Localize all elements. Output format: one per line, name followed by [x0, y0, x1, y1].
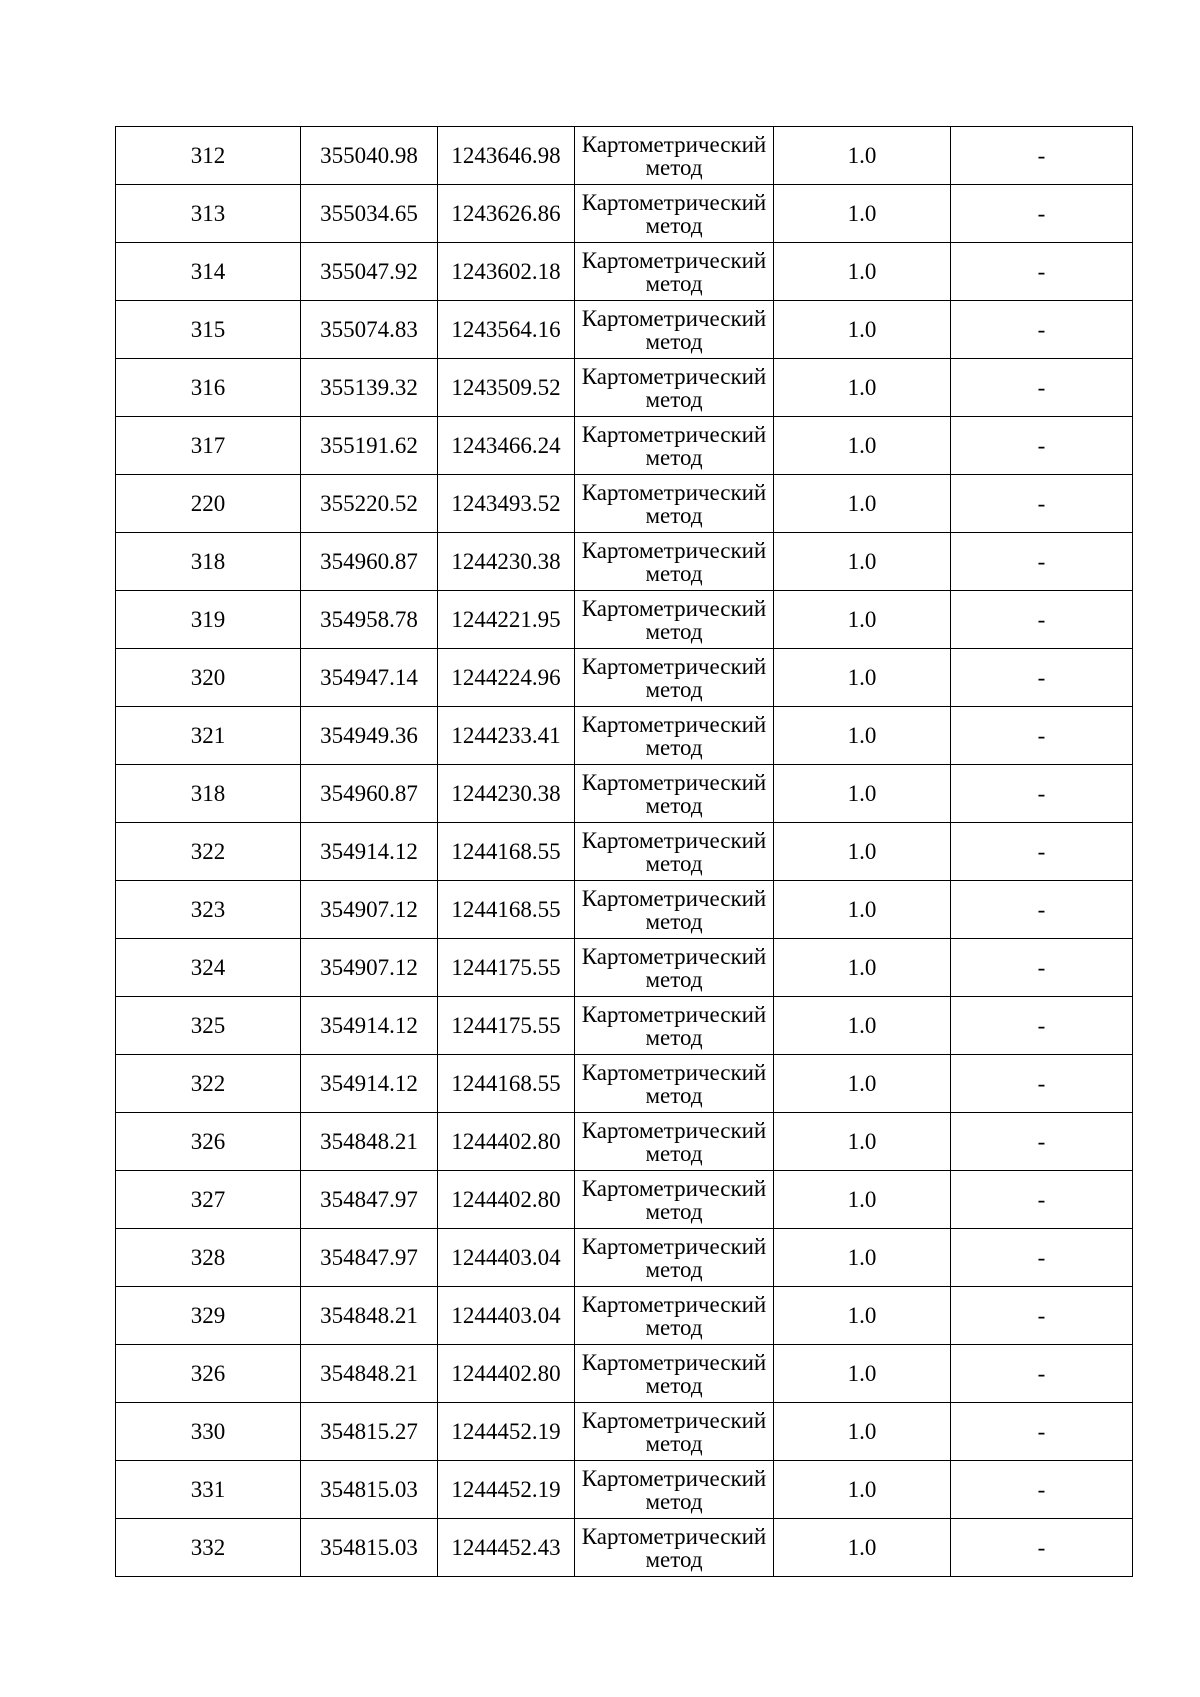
method-line-1: Картометрический [581, 421, 767, 447]
y-coordinate-cell: 1243509.52 [438, 359, 575, 417]
method-line-2: метод [645, 328, 703, 354]
method-line-2: метод [645, 1546, 703, 1572]
table-row [116, 591, 1133, 649]
method-line-2: метод [645, 1430, 703, 1456]
y-coordinate-cell: 1244168.55 [438, 881, 575, 939]
point-number-cell: 314 [116, 243, 301, 301]
method-line-2: метод [645, 502, 703, 528]
method-line-2: метод [645, 1024, 703, 1050]
table-row [116, 301, 1133, 359]
table-row [116, 881, 1133, 939]
point-number-cell: 320 [116, 649, 301, 707]
point-number-cell: 318 [116, 533, 301, 591]
method-line-2: метод [645, 792, 703, 818]
method-cell [575, 1113, 774, 1171]
method-line-1: Картометрический [581, 827, 767, 853]
method-cell [575, 185, 774, 243]
method-line-2: метод [645, 1314, 703, 1340]
method-line-2: метод [645, 1372, 703, 1398]
point-number-cell: 220 [116, 475, 301, 533]
method-cell [575, 997, 774, 1055]
table-row [116, 127, 1133, 185]
method-line-1: Картометрический [581, 189, 767, 215]
accuracy-cell: 1.0 [774, 243, 951, 301]
point-number-cell: 326 [116, 1345, 301, 1403]
method-cell [575, 1461, 774, 1519]
point-number-cell: 332 [116, 1519, 301, 1577]
method-line-2: метод [645, 1488, 703, 1514]
method-cell [575, 649, 774, 707]
note-cell: - [951, 185, 1133, 243]
y-coordinate-cell: 1244403.04 [438, 1229, 575, 1287]
y-coordinate-cell: 1244230.38 [438, 765, 575, 823]
accuracy-cell: 1.0 [774, 939, 951, 997]
point-number-cell: 331 [116, 1461, 301, 1519]
point-number-cell: 313 [116, 185, 301, 243]
y-coordinate-cell: 1244168.55 [438, 823, 575, 881]
accuracy-cell: 1.0 [774, 1403, 951, 1461]
method-cell [575, 1345, 774, 1403]
table-row [116, 1519, 1133, 1577]
note-cell: - [951, 591, 1133, 649]
x-coordinate-cell: 354815.03 [301, 1461, 438, 1519]
table-row [116, 765, 1133, 823]
y-coordinate-cell: 1243602.18 [438, 243, 575, 301]
point-number-cell: 330 [116, 1403, 301, 1461]
x-coordinate-cell: 354848.21 [301, 1113, 438, 1171]
method-cell [575, 243, 774, 301]
point-number-cell: 326 [116, 1113, 301, 1171]
method-cell [575, 533, 774, 591]
point-number-cell: 327 [116, 1171, 301, 1229]
table-row [116, 939, 1133, 997]
method-line-1: Картометрический [581, 1175, 767, 1201]
accuracy-cell: 1.0 [774, 823, 951, 881]
method-cell [575, 591, 774, 649]
y-coordinate-cell: 1244452.19 [438, 1403, 575, 1461]
y-coordinate-cell: 1244230.38 [438, 533, 575, 591]
y-coordinate-cell: 1244403.04 [438, 1287, 575, 1345]
x-coordinate-cell: 354815.03 [301, 1519, 438, 1577]
method-line-2: метод [645, 908, 703, 934]
y-coordinate-cell: 1244175.55 [438, 997, 575, 1055]
method-line-1: Картометрический [581, 1523, 767, 1549]
point-number-cell: 329 [116, 1287, 301, 1345]
accuracy-cell: 1.0 [774, 1345, 951, 1403]
method-line-1: Картометрический [581, 131, 767, 157]
note-cell: - [951, 533, 1133, 591]
method-line-1: Картометрический [581, 943, 767, 969]
y-coordinate-cell: 1243646.98 [438, 127, 575, 185]
accuracy-cell: 1.0 [774, 533, 951, 591]
method-cell [575, 1171, 774, 1229]
x-coordinate-cell: 354914.12 [301, 1055, 438, 1113]
note-cell: - [951, 939, 1133, 997]
method-cell [575, 127, 774, 185]
accuracy-cell: 1.0 [774, 1229, 951, 1287]
x-coordinate-cell: 354847.97 [301, 1171, 438, 1229]
note-cell: - [951, 127, 1133, 185]
y-coordinate-cell: 1243626.86 [438, 185, 575, 243]
table-row [116, 185, 1133, 243]
method-line-1: Картометрический [581, 305, 767, 331]
x-coordinate-cell: 354848.21 [301, 1345, 438, 1403]
method-line-1: Картометрический [581, 363, 767, 389]
point-number-cell: 322 [116, 823, 301, 881]
x-coordinate-cell: 354848.21 [301, 1287, 438, 1345]
note-cell: - [951, 1519, 1133, 1577]
accuracy-cell: 1.0 [774, 881, 951, 939]
method-line-1: Картометрический [581, 479, 767, 505]
note-cell: - [951, 1055, 1133, 1113]
method-line-1: Картометрический [581, 537, 767, 563]
x-coordinate-cell: 354960.87 [301, 533, 438, 591]
note-cell: - [951, 707, 1133, 765]
note-cell: - [951, 1461, 1133, 1519]
table-row [116, 1113, 1133, 1171]
method-cell [575, 1403, 774, 1461]
coordinates-table-body [116, 127, 1133, 1577]
accuracy-cell: 1.0 [774, 127, 951, 185]
accuracy-cell: 1.0 [774, 1519, 951, 1577]
method-line-2: метод [645, 1140, 703, 1166]
method-line-1: Картометрический [581, 595, 767, 621]
method-cell [575, 939, 774, 997]
note-cell: - [951, 997, 1133, 1055]
table-row [116, 1287, 1133, 1345]
y-coordinate-cell: 1244402.80 [438, 1113, 575, 1171]
method-line-2: метод [645, 1082, 703, 1108]
method-cell [575, 823, 774, 881]
accuracy-cell: 1.0 [774, 1461, 951, 1519]
point-number-cell: 328 [116, 1229, 301, 1287]
method-line-2: метод [645, 270, 703, 296]
coordinates-table [115, 126, 1133, 1577]
x-coordinate-cell: 354949.36 [301, 707, 438, 765]
method-cell [575, 881, 774, 939]
method-cell [575, 1229, 774, 1287]
note-cell: - [951, 881, 1133, 939]
note-cell: - [951, 359, 1133, 417]
method-cell [575, 417, 774, 475]
note-cell: - [951, 1287, 1133, 1345]
x-coordinate-cell: 354907.12 [301, 881, 438, 939]
x-coordinate-cell: 355191.62 [301, 417, 438, 475]
table-row [116, 649, 1133, 707]
note-cell: - [951, 243, 1133, 301]
method-line-1: Картометрический [581, 769, 767, 795]
point-number-cell: 315 [116, 301, 301, 359]
point-number-cell: 319 [116, 591, 301, 649]
point-number-cell: 312 [116, 127, 301, 185]
note-cell: - [951, 1229, 1133, 1287]
accuracy-cell: 1.0 [774, 185, 951, 243]
accuracy-cell: 1.0 [774, 765, 951, 823]
table-row [116, 533, 1133, 591]
y-coordinate-cell: 1244452.43 [438, 1519, 575, 1577]
point-number-cell: 317 [116, 417, 301, 475]
x-coordinate-cell: 354847.97 [301, 1229, 438, 1287]
x-coordinate-cell: 355074.83 [301, 301, 438, 359]
method-line-2: метод [645, 444, 703, 470]
method-line-1: Картометрический [581, 711, 767, 737]
method-line-1: Картометрический [581, 1349, 767, 1375]
x-coordinate-cell: 354958.78 [301, 591, 438, 649]
x-coordinate-cell: 355034.65 [301, 185, 438, 243]
table-row [116, 1055, 1133, 1113]
method-cell [575, 765, 774, 823]
point-number-cell: 316 [116, 359, 301, 417]
y-coordinate-cell: 1244402.80 [438, 1345, 575, 1403]
x-coordinate-cell: 354907.12 [301, 939, 438, 997]
y-coordinate-cell: 1244168.55 [438, 1055, 575, 1113]
accuracy-cell: 1.0 [774, 707, 951, 765]
y-coordinate-cell: 1244224.96 [438, 649, 575, 707]
table-row [116, 707, 1133, 765]
y-coordinate-cell: 1243564.16 [438, 301, 575, 359]
note-cell: - [951, 1403, 1133, 1461]
method-line-2: метод [645, 618, 703, 644]
y-coordinate-cell: 1243493.52 [438, 475, 575, 533]
note-cell: - [951, 301, 1133, 359]
method-line-2: метод [645, 386, 703, 412]
y-coordinate-cell: 1244175.55 [438, 939, 575, 997]
table-row [116, 1345, 1133, 1403]
method-line-1: Картометрический [581, 885, 767, 911]
table-row [116, 1171, 1133, 1229]
method-line-1: Картометрический [581, 1059, 767, 1085]
method-line-2: метод [645, 560, 703, 586]
point-number-cell: 322 [116, 1055, 301, 1113]
method-line-1: Картометрический [581, 247, 767, 273]
method-line-1: Картометрический [581, 1407, 767, 1433]
table-row [116, 1461, 1133, 1519]
method-line-2: метод [645, 1256, 703, 1282]
table-row [116, 243, 1133, 301]
table-row [116, 1229, 1133, 1287]
accuracy-cell: 1.0 [774, 997, 951, 1055]
table-row [116, 1403, 1133, 1461]
method-cell [575, 475, 774, 533]
y-coordinate-cell: 1244233.41 [438, 707, 575, 765]
x-coordinate-cell: 354914.12 [301, 823, 438, 881]
method-line-2: метод [645, 850, 703, 876]
x-coordinate-cell: 355047.92 [301, 243, 438, 301]
method-cell [575, 1519, 774, 1577]
method-cell [575, 359, 774, 417]
x-coordinate-cell: 354914.12 [301, 997, 438, 1055]
table-row [116, 417, 1133, 475]
method-line-1: Картометрический [581, 653, 767, 679]
method-line-1: Картометрический [581, 1233, 767, 1259]
accuracy-cell: 1.0 [774, 359, 951, 417]
y-coordinate-cell: 1243466.24 [438, 417, 575, 475]
point-number-cell: 323 [116, 881, 301, 939]
accuracy-cell: 1.0 [774, 475, 951, 533]
method-line-1: Картометрический [581, 1465, 767, 1491]
note-cell: - [951, 417, 1133, 475]
accuracy-cell: 1.0 [774, 1113, 951, 1171]
method-line-2: метод [645, 154, 703, 180]
note-cell: - [951, 1113, 1133, 1171]
accuracy-cell: 1.0 [774, 1171, 951, 1229]
method-cell [575, 1055, 774, 1113]
method-cell [575, 1287, 774, 1345]
method-line-2: метод [645, 212, 703, 238]
accuracy-cell: 1.0 [774, 417, 951, 475]
point-number-cell: 324 [116, 939, 301, 997]
point-number-cell: 321 [116, 707, 301, 765]
accuracy-cell: 1.0 [774, 1287, 951, 1345]
method-line-1: Картометрический [581, 1117, 767, 1143]
note-cell: - [951, 823, 1133, 881]
y-coordinate-cell: 1244402.80 [438, 1171, 575, 1229]
method-line-1: Картометрический [581, 1291, 767, 1317]
note-cell: - [951, 765, 1133, 823]
accuracy-cell: 1.0 [774, 1055, 951, 1113]
x-coordinate-cell: 355139.32 [301, 359, 438, 417]
note-cell: - [951, 1171, 1133, 1229]
point-number-cell: 318 [116, 765, 301, 823]
table-row [116, 997, 1133, 1055]
method-line-2: метод [645, 734, 703, 760]
note-cell: - [951, 475, 1133, 533]
x-coordinate-cell: 355220.52 [301, 475, 438, 533]
y-coordinate-cell: 1244221.95 [438, 591, 575, 649]
x-coordinate-cell: 354947.14 [301, 649, 438, 707]
method-cell [575, 707, 774, 765]
method-line-2: метод [645, 1198, 703, 1224]
method-line-1: Картометрический [581, 1001, 767, 1027]
y-coordinate-cell: 1244452.19 [438, 1461, 575, 1519]
note-cell: - [951, 649, 1133, 707]
table-row [116, 475, 1133, 533]
note-cell: - [951, 1345, 1133, 1403]
method-line-2: метод [645, 966, 703, 992]
x-coordinate-cell: 355040.98 [301, 127, 438, 185]
table-row [116, 823, 1133, 881]
method-line-2: метод [645, 676, 703, 702]
x-coordinate-cell: 354960.87 [301, 765, 438, 823]
accuracy-cell: 1.0 [774, 649, 951, 707]
point-number-cell: 325 [116, 997, 301, 1055]
table-row [116, 359, 1133, 417]
x-coordinate-cell: 354815.27 [301, 1403, 438, 1461]
method-cell [575, 301, 774, 359]
accuracy-cell: 1.0 [774, 591, 951, 649]
accuracy-cell: 1.0 [774, 301, 951, 359]
